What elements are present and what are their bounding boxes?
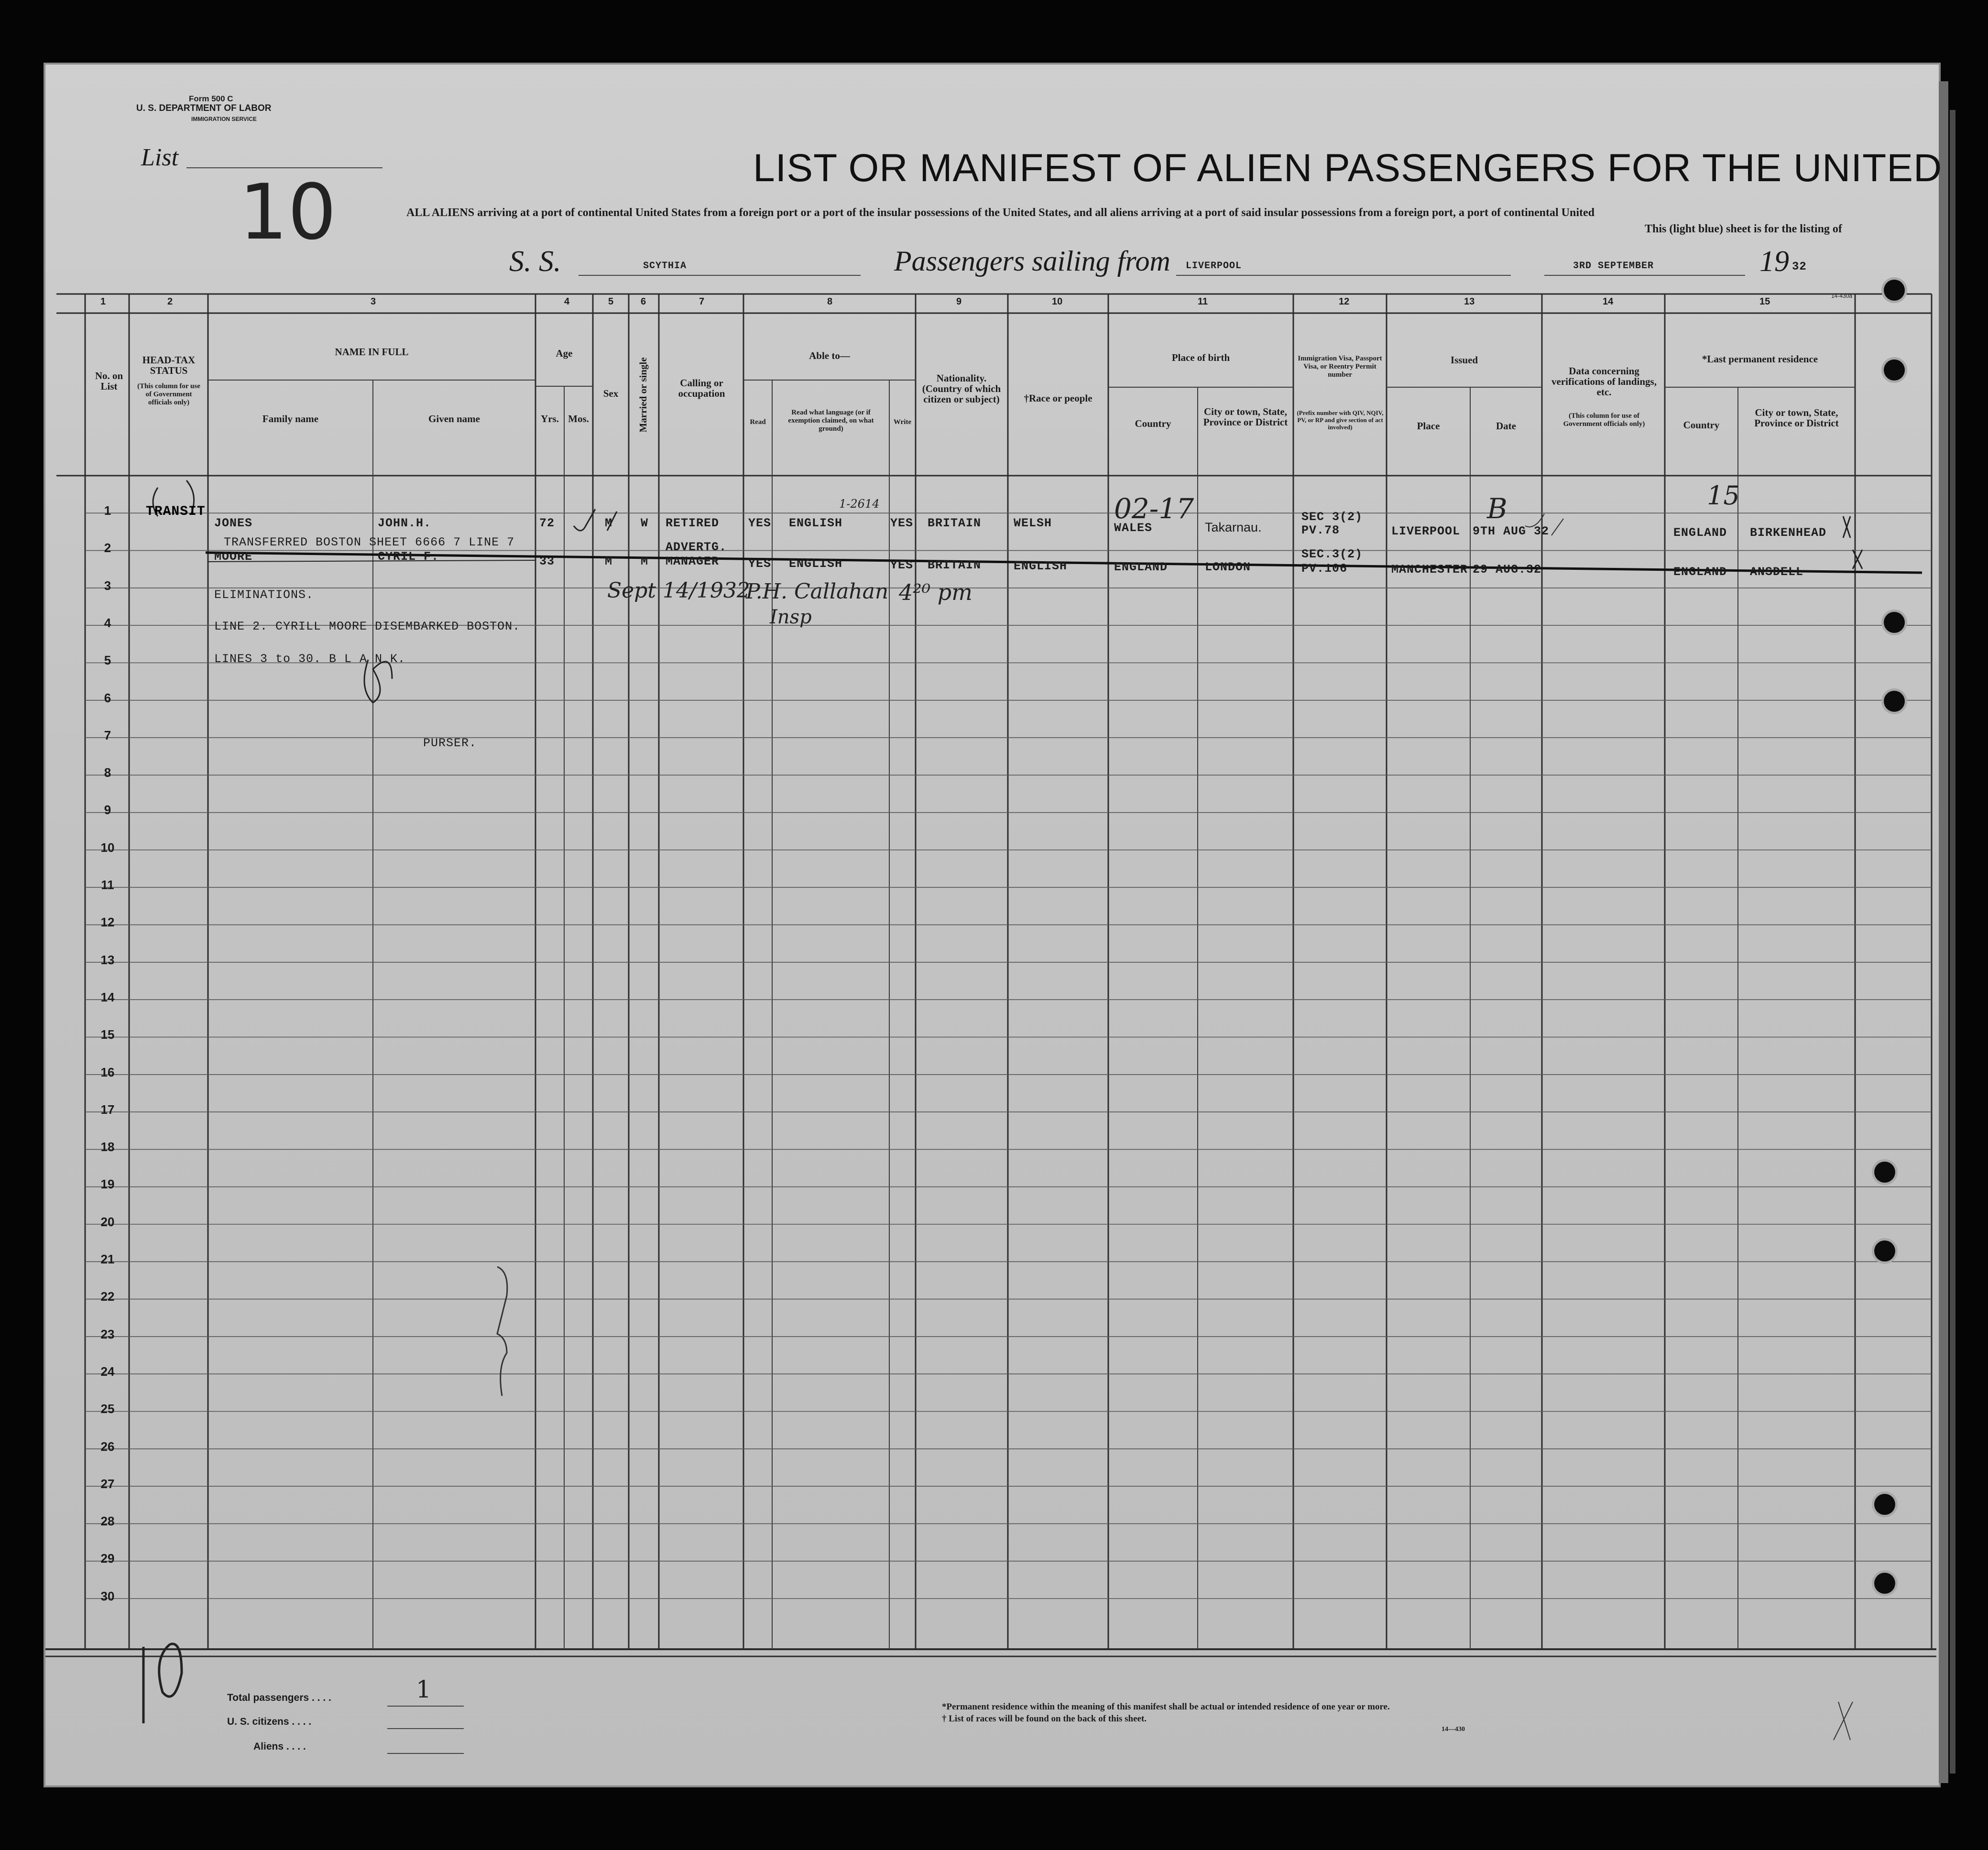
row-number: 7 xyxy=(104,728,111,742)
binder-hole xyxy=(1884,280,1905,301)
cell-family-name: JONES xyxy=(214,516,253,530)
cell-nationality: BRITAIN xyxy=(928,558,982,572)
header-read: Read xyxy=(750,418,766,426)
row-number: 20 xyxy=(100,1214,115,1229)
birth-mark-handwritten: 02-17 xyxy=(1114,492,1194,525)
cell-sex: M xyxy=(605,516,613,530)
row-number: 5 xyxy=(104,653,111,668)
binder-hole xyxy=(1884,612,1905,633)
cell-issued-date: 29 AUG.32 xyxy=(1473,563,1542,577)
row-number: 14 xyxy=(100,990,115,1004)
row-number: 6 xyxy=(104,690,111,705)
header-issued: Issued xyxy=(1450,354,1478,366)
col-num: 11 xyxy=(1198,296,1208,307)
cell-married: M xyxy=(641,555,649,568)
header-verification: Data concerning verifications of landings, etc. xyxy=(1551,365,1657,398)
row-number: 17 xyxy=(100,1102,115,1117)
remark-purser: PURSER. xyxy=(423,736,477,750)
cell-transfer-note: TRANSFERRED BOSTON SHEET 6666 7 LINE 7 xyxy=(224,535,515,549)
binder-hole xyxy=(1884,359,1905,381)
header-res-country: Country xyxy=(1683,419,1720,431)
col-num: 4 xyxy=(564,296,570,307)
binder-hole xyxy=(1874,1241,1895,1262)
citizens-underline xyxy=(387,1728,464,1729)
total-passengers-label: Total passengers . . . . xyxy=(227,1692,331,1703)
header-mos: Mos. xyxy=(568,413,589,424)
cell-res-city: ANSDELL xyxy=(1750,565,1804,579)
total-passengers-handwritten: 1 xyxy=(416,1676,431,1703)
footer-code: 14—430 xyxy=(1442,1726,1465,1733)
intro-line-2: This (light blue) sheet is for the listing of xyxy=(1645,223,1842,235)
total-underline xyxy=(387,1706,464,1707)
col-num: 14 xyxy=(1603,296,1614,307)
row-number: 23 xyxy=(100,1327,115,1341)
header-place-of-birth: Place of birth xyxy=(1171,352,1230,363)
header-read-lang: Read what language (or if exemption claimed, on what ground) xyxy=(788,409,874,433)
list-number-handwritten: 10 xyxy=(239,167,337,257)
aliens-underline xyxy=(387,1753,464,1754)
cell-issued-date: 9TH AUG 32 xyxy=(1473,524,1550,538)
header-issued-date: Date xyxy=(1496,420,1516,432)
col-num: 13 xyxy=(1464,296,1475,307)
header-nationality: Nationality. (Country of which citizen or subject) xyxy=(922,372,1001,405)
corner-code: 14-430a xyxy=(1831,293,1853,299)
form-number: Form 500 C xyxy=(189,94,233,103)
row-number: 26 xyxy=(100,1439,115,1454)
col-num: 9 xyxy=(956,296,962,307)
residence-mark-handwritten: 15 xyxy=(1707,480,1740,511)
cell-family-name: MOORE xyxy=(214,550,253,564)
service: IMMIGRATION SERVICE xyxy=(191,116,257,122)
row-number: 24 xyxy=(100,1364,115,1379)
header-birth-country: Country xyxy=(1135,418,1171,429)
list-label: List xyxy=(141,144,179,171)
cell-language: ENGLISH xyxy=(789,557,843,571)
row-number: 11 xyxy=(101,878,114,892)
row-number: 15 xyxy=(100,1027,115,1042)
col-num: 12 xyxy=(1339,296,1350,307)
header-race: †Race or people xyxy=(1024,392,1092,404)
cell-res-country: ENGLAND xyxy=(1673,526,1727,540)
cell-language: ENGLISH xyxy=(789,516,843,530)
row-number: 27 xyxy=(100,1476,115,1491)
header-verification-note: (This column for use of Government officials only) xyxy=(1563,412,1645,428)
binder-hole xyxy=(1874,1162,1895,1183)
remark-blank-lines: LINES 3 to 30. B L A N K. xyxy=(214,652,406,666)
cell-write: YES xyxy=(890,516,914,530)
cell-birth-city: LONDON xyxy=(1205,560,1251,574)
col-num: 6 xyxy=(641,296,646,307)
ss-label: S. S. xyxy=(509,245,561,278)
binder-hole xyxy=(1874,1573,1895,1594)
col-num: 8 xyxy=(827,296,833,307)
intro-line-1: ALL ALIENS arriving at a port of continental United States from a foreign port or a port of the insular possessions of the United States, and all aliens arriving at a port of said insular possessions from a foreign port, a port of continental United xyxy=(406,207,1595,219)
header-name-in-full: NAME IN FULL xyxy=(335,346,409,358)
cell-write: YES xyxy=(890,558,914,572)
col-num: 1 xyxy=(100,296,106,307)
header-family-name: Family name xyxy=(262,413,319,424)
port-name: LIVERPOOL xyxy=(1186,261,1242,272)
header-res-city: City or town, State, Province or District xyxy=(1754,407,1839,429)
col-num: 15 xyxy=(1759,296,1770,307)
col-num: 2 xyxy=(167,296,173,307)
col-num: 10 xyxy=(1052,296,1063,307)
cell-race: ENGLISH xyxy=(1014,559,1068,573)
inspection-time-handwritten: 4²⁰ pm xyxy=(899,579,972,605)
header-write: Write xyxy=(893,418,912,426)
cell-read: YES xyxy=(748,557,772,571)
page-title: LIST OR MANIFEST OF ALIEN PASSENGERS FOR THE UNITED xyxy=(753,146,1943,190)
cell-read: YES xyxy=(748,516,772,530)
cell-given-name: CYRIL F. xyxy=(378,550,439,564)
cell-birth-country: ENGLAND xyxy=(1114,560,1168,574)
binder-hole xyxy=(1884,691,1905,712)
cell-occupation: RETIRED xyxy=(666,516,720,530)
ship-name: SCYTHIA xyxy=(643,261,687,272)
col-num: 7 xyxy=(699,296,705,307)
header-birth-city: City or town, State, Province or District xyxy=(1203,406,1288,428)
cell-nationality: BRITAIN xyxy=(928,516,982,530)
issued-mark-handwritten: B xyxy=(1487,492,1507,525)
col-num: 3 xyxy=(371,296,376,307)
year-suffix: 32 xyxy=(1792,261,1807,273)
cell-res-city: BIRKENHEAD xyxy=(1750,526,1827,540)
cell-occupation: ADVERTG. xyxy=(666,540,727,554)
year-prefix: 19 xyxy=(1759,245,1789,278)
header-issued-place: Place xyxy=(1417,420,1440,432)
cell-res-country: ENGLAND xyxy=(1673,565,1727,579)
header-calling: Calling or occupation xyxy=(678,377,725,399)
row-number: 18 xyxy=(100,1140,115,1154)
footnote-residence: *Permanent residence within the meaning of this manifest shall be actual or intended residence of one year or more. xyxy=(942,1702,1390,1712)
row-number: 22 xyxy=(100,1289,115,1304)
row-number: 30 xyxy=(100,1589,115,1603)
cell-occupation: MANAGER xyxy=(666,555,720,568)
remark-eliminations: ELIMINATIONS. xyxy=(214,588,314,602)
header-head-tax-note: (This column for use of Government officials only) xyxy=(137,382,200,406)
row-number: 3 xyxy=(104,578,111,593)
row-number: 21 xyxy=(100,1252,115,1266)
us-citizens-label: U. S. citizens . . . . xyxy=(227,1716,312,1727)
inspector-title-handwritten: Insp xyxy=(770,606,812,628)
cell-birth-city: Takarnau. xyxy=(1205,520,1262,534)
cell-sex: M xyxy=(605,555,613,568)
inspection-date-handwritten: Sept 14/1932 xyxy=(607,578,750,603)
cell-birth-country: WALES xyxy=(1114,521,1153,535)
cell-head-tax: TRANSIT xyxy=(146,504,206,519)
row-number: 13 xyxy=(100,952,115,967)
row-number: 8 xyxy=(104,765,111,780)
header-no-on-list: No. on List xyxy=(95,370,123,392)
footnote-races: † List of races will be found on the back of this sheet. xyxy=(942,1714,1147,1724)
department: U. S. DEPARTMENT OF LABOR xyxy=(136,103,272,113)
cell-given-name: JOHN.H. xyxy=(378,516,432,530)
row-number: 12 xyxy=(100,915,115,930)
cell-age: 72 xyxy=(539,516,555,530)
row-number: 28 xyxy=(100,1514,115,1529)
row-number: 16 xyxy=(100,1065,115,1079)
sailing-date: 3RD SEPTEMBER xyxy=(1573,261,1654,272)
cell-race: WELSH xyxy=(1014,516,1052,530)
header-visa-note: (Prefix number with QIV, NQIV, PV, or RP and give section of act involved) xyxy=(1297,409,1384,431)
header-married: Married or single xyxy=(637,357,649,433)
header-age: Age xyxy=(556,348,573,359)
row-number: 9 xyxy=(104,803,111,817)
sailing-label: Passengers sailing from xyxy=(894,245,1170,277)
row-number: 19 xyxy=(100,1177,115,1192)
col-num: 5 xyxy=(608,296,614,307)
cell-age: 33 xyxy=(539,555,555,568)
cell-married: W xyxy=(641,516,649,530)
inspector-signature: P.H. Callahan xyxy=(746,579,889,604)
cell-issued-place: MANCHESTER xyxy=(1391,563,1468,577)
header-visa: Immigration Visa, Passport Visa, or Reentry Permit number xyxy=(1298,355,1382,379)
language-mark-handwritten: 1-2614 xyxy=(839,497,880,511)
row-number: 2 xyxy=(104,541,111,555)
header-yrs: Yrs. xyxy=(541,413,559,424)
row-number: 25 xyxy=(100,1402,115,1416)
header-head-tax: HEAD-TAX STATUS xyxy=(142,354,196,376)
header-given-name: Given name xyxy=(428,413,480,424)
row-number: 10 xyxy=(100,840,115,855)
binder-hole xyxy=(1874,1494,1895,1515)
cell-issued-place: LIVERPOOL xyxy=(1391,524,1461,538)
row-number: 4 xyxy=(104,615,111,630)
aliens-label: Aliens . . . . xyxy=(253,1741,306,1752)
cell-visa: SEC 3(2) PV.78 xyxy=(1301,510,1363,537)
header-last-residence: *Last permanent residence xyxy=(1702,353,1818,365)
row-number: 29 xyxy=(100,1551,115,1566)
cell-visa: SEC.3(2) PV.106 xyxy=(1301,547,1363,576)
remark-line2: LINE 2. CYRILL MOORE DISEMBARKED BOSTON. xyxy=(214,620,521,633)
header-sex: Sex xyxy=(603,388,619,399)
header-able-to: Able to— xyxy=(809,350,850,361)
row-number: 1 xyxy=(104,503,111,518)
